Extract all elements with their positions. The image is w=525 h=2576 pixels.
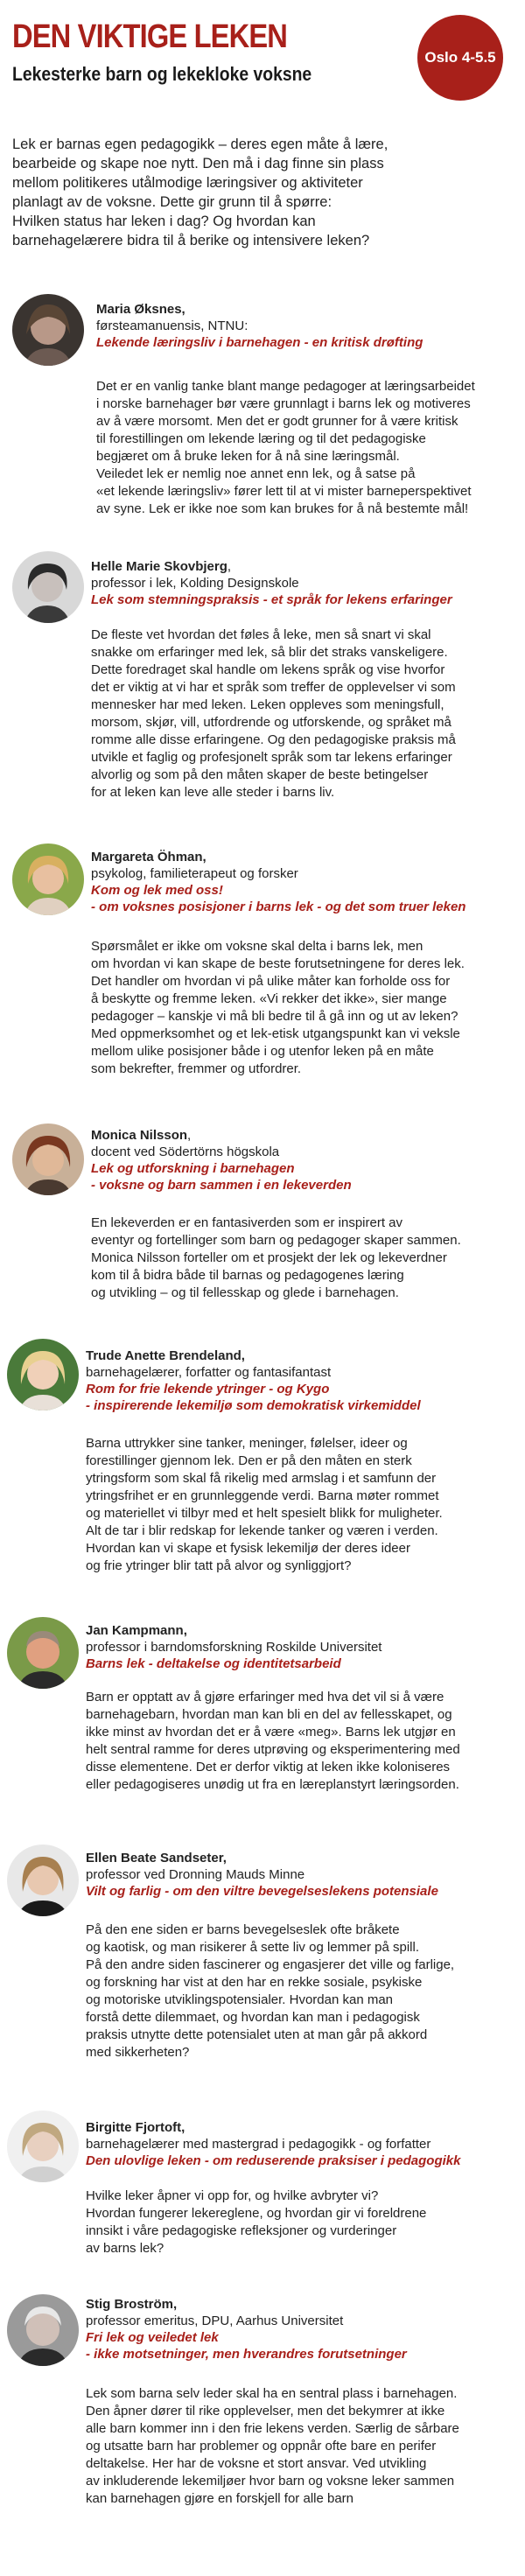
speaker-avatar <box>7 2294 79 2366</box>
talk-title: Lek og utforskning i barnehagen <box>91 1161 295 1176</box>
talk-description <box>91 626 515 802</box>
talk-description <box>96 378 521 518</box>
talk-description <box>86 1435 510 1575</box>
date-badge: Oslo 4-5.5 <box>417 15 503 101</box>
description-line: i norske barnehager bør være grunnlagt i barns lek og motiveres <box>96 396 471 411</box>
description-line: Alt de tar i blir redskap for lekende tanker og væren i verden. <box>86 1523 438 1538</box>
page-subtitle: Lekesterke barn og lekekloke voksne <box>12 63 312 85</box>
description-line: og utsatte barn har problemer og oppnår ofte bare en perifer <box>86 2439 437 2454</box>
description-line: forstå dette dilemmaet, og hvordan kan man i pedagogisk <box>86 2010 420 2025</box>
description-line: eventyr og fortellinger som barn og pedagoger skaper sammen. <box>91 1233 461 1248</box>
speaker-role: psykolog, familieterapeut og forsker <box>91 866 298 881</box>
description-line: Veiledet lek er nemlig noe annet enn lek, og å satse på <box>96 466 416 481</box>
talk-title: Kom og lek med oss! <box>91 883 223 898</box>
speaker-role: professor i lek, Kolding Designskole <box>91 576 299 591</box>
speaker-role: docent ved Södertörns högskola <box>91 1144 280 1159</box>
description-line: «et lekende læringsliv» fører lett til at vi mister barneperspektivet <box>96 484 472 499</box>
speaker-avatar <box>7 1844 79 1916</box>
speaker-name: Ellen Beate Sandseter, <box>86 1851 227 1866</box>
speaker-name: Jan Kampmann, <box>86 1623 187 1638</box>
description-line: ytringsform som skal få rikelig med armslag i et samfunn der <box>86 1471 437 1486</box>
talk-description <box>91 938 515 1078</box>
description-line: På den ene siden er barns bevegelseslek ofte bråkete <box>86 1922 400 1937</box>
description-line: barnehagebarn, hvordan man kan bli en del av fellesskapet, og <box>86 1707 452 1722</box>
description-line: praksis utnytte dette potensialet uten at man går på akkord <box>86 2027 428 2042</box>
speaker-avatar <box>12 844 84 915</box>
description-line: om hvordan vi kan skape de beste forutsetningene for deres lek. <box>91 956 465 971</box>
intro-line: mellom politikeres utålmodige læringsiver og aktiviteter <box>12 175 363 191</box>
description-line: Monica Nilsson forteller om et prosjekt der lek og lekeverdner <box>91 1250 447 1265</box>
speaker-avatar <box>12 294 84 366</box>
description-line: og utvikling – og til fellesskap og glede i barnehagen. <box>91 1285 399 1300</box>
speaker-avatar <box>7 2110 79 2182</box>
description-line: snakke om erfaringer med lek, så blir det straks vanskeligere. <box>91 645 448 660</box>
description-line: med sikkerheten? <box>86 2045 190 2060</box>
description-line: Hvordan fungerer lekereglene, og hvordan gir vi foreldrene <box>86 2206 427 2221</box>
intro-line: Lek er barnas egen pedagogikk – deres egen måte å lære, <box>12 136 388 152</box>
speaker-role: professor ved Dronning Mauds Minne <box>86 1867 305 1882</box>
speaker-role: førsteamanuensis, NTNU: <box>96 318 248 333</box>
talk-title: Lekende læringsliv i barnehagen - en kritisk drøfting <box>96 335 424 350</box>
description-line: og motoriske utviklingspotensialer. Hvordan kan man <box>86 1992 394 2007</box>
talk-title: Lek som stemningspraksis - et språk for lekens erfaringer <box>91 592 452 607</box>
description-line: kan barnehagen gjøre en forskjell for alle barn <box>86 2491 354 2506</box>
description-line: innsikt i våre pedagogiske refleksjoner og vurderinger <box>86 2223 397 2238</box>
speaker-name: Maria Øksnes, <box>96 302 186 317</box>
talk-subtitle: - om voksnes posisjoner i barns lek - og det som truer leken <box>91 900 466 914</box>
description-line: De fleste vet hvordan det føles å leke, men så snart vi skal <box>91 627 431 642</box>
talk-subtitle: - ikke motsetninger, men hverandres forutsetninger <box>86 2347 407 2362</box>
speaker-name-row <box>91 1127 502 1144</box>
speaker-role: barnehagelærer, forfatter og fantasifantast <box>86 1365 332 1380</box>
description-line: begjæret om å bruke leken for å nå sine læringsmål. <box>96 449 400 464</box>
description-line: alvorlig og som på den måten skaper de beste betingelser <box>91 767 429 782</box>
page-header <box>12 19 415 86</box>
description-line: mennesker har med leken. Leken oppleves som meningsfull, <box>91 697 444 712</box>
description-line: som bekrefter, fremmer og utfordrer. <box>91 1061 302 1076</box>
intro-line: Hvilken status har leken i dag? Og hvordan kan <box>12 214 316 229</box>
description-line: pedagoger – kanskje vi må bli bedre til å gå inn og ut av leken? <box>91 1009 458 1024</box>
description-line: forestillinger gjennom lek. Den er på den måten en sterk <box>86 1453 412 1468</box>
description-line: utvikle et faglig og profesjonelt språk som tar lekens erfaringer <box>91 750 452 765</box>
description-line: mellom ulike posisjoner både i og utenfor leken på en måte <box>91 1044 434 1059</box>
speaker-avatar <box>7 1339 79 1410</box>
talk-title: Barns lek - deltakelse og identitetsarbeid <box>86 1656 341 1671</box>
description-line: ytringsfrihet er en grunnleggende verdi. Barna møter rommet <box>86 1488 439 1503</box>
description-line: deltakelse. Her har de voksne et stort ansvar. Ved utvikling <box>86 2456 427 2471</box>
description-line: På den andre siden fascinerer og engasjerer det ville og farlige, <box>86 1957 455 1972</box>
intro-line: planlagt av de voksne. Dette gir grunn til å spørre: <box>12 194 332 210</box>
description-line: Dette foredraget skal handle om lekens språk og vise hvorfor <box>91 662 445 677</box>
speaker-role: professor emeritus, DPU, Aarhus Universitet <box>86 2314 344 2328</box>
description-line: Det handler om hvordan vi på ulike måter kan forholde oss for <box>91 974 451 989</box>
talk-description <box>86 2188 510 2258</box>
speaker-role: barnehagelærer med mastergrad i pedagogikk - og forfatter <box>86 2137 431 2152</box>
description-line: å beskytte og fremme leken. «Vi rekker det ikke», sier mange <box>91 991 447 1006</box>
description-line: Spørsmålet er ikke om voksne skal delta i barns lek, men <box>91 939 424 954</box>
speaker-name: Birgitte Fjortoft, <box>86 2120 186 2135</box>
description-line: Hvordan kan vi skape et fysisk lekemiljø der deres ideer <box>86 1541 410 1556</box>
page-title: DEN VIKTIGE LEKEN <box>12 18 288 55</box>
description-line: Med oppmerksomhet og et lek-etisk utgangspunkt kan vi veksle <box>91 1026 460 1041</box>
description-line: En lekeverden er en fantasiverden som er inspirert av <box>91 1215 403 1230</box>
description-line: av inkluderende lekemiljøer hvor barn og voksne leker sammen <box>86 2474 455 2488</box>
description-line: til forestillingen om lekende læring og til det pedagogiske <box>96 431 426 446</box>
speaker-role: professor i barndomsforskning Roskilde Universitet <box>86 1640 382 1655</box>
description-line: og frie ytringer blir tatt på alvor og synliggjort? <box>86 1558 352 1573</box>
talk-description <box>91 1214 515 1302</box>
description-line: alle barn kommer inn i den frie lekens verden. Særlig de sårbare <box>86 2421 459 2436</box>
description-line: og forskning har vist at den har en rekke sosiale, psykiske <box>86 1975 423 1990</box>
talk-title: Den ulovlige leken - om reduserende praksiser i pedagogikk <box>86 2153 461 2168</box>
description-line: ikke minst av hvordan det er å være «meg». Barns lek utgjør en <box>86 1725 456 1740</box>
speaker-name: Trude Anette Brendeland, <box>86 1348 245 1363</box>
description-line: morsom, skjør, vill, utfordrende og utforskende, og språket må <box>91 715 452 730</box>
description-line: av barns lek? <box>86 2241 164 2256</box>
speaker-name: Monica Nilsson <box>91 1128 188 1143</box>
description-line: Hvilke leker åpner vi opp for, og hvilke avbryter vi? <box>86 2188 379 2203</box>
speaker-avatar <box>12 1124 84 1195</box>
name-separator: , <box>187 1128 192 1143</box>
talk-description <box>86 1922 510 2062</box>
name-separator: , <box>227 559 232 574</box>
talk-title: Fri lek og veiledet lek <box>86 2330 219 2345</box>
talk-subtitle: - voksne og barn sammen i en lekeverden <box>91 1178 352 1193</box>
description-line: for at leken kan leve alle steder i barns liv. <box>91 785 335 800</box>
description-line: eller pedagogiseres unødig ut fra en læreplanstyrt læringsorden. <box>86 1777 459 1792</box>
speaker-name: Stig Broström, <box>86 2297 178 2312</box>
description-line: og kaotisk, og man risikerer å sette liv og lemmer på spill. <box>86 1940 419 1955</box>
intro-line: barnehagelærere bidra til å berike og intensivere leken? <box>12 233 370 248</box>
speaker-name-row <box>91 558 502 575</box>
description-line: kom til å bidra både til barnas og pedagogenes læring <box>91 1268 404 1283</box>
intro-line: bearbeide og skape noe nytt. Den må i dag finne sin plass <box>12 156 384 172</box>
speaker-avatar <box>7 1617 79 1689</box>
speaker-name: Helle Marie Skovbjerg <box>91 559 228 574</box>
description-line: Barn er opptatt av å gjøre erfaringer med hva det vil si å være <box>86 1690 444 1704</box>
talk-description <box>86 1689 510 1794</box>
description-line: romme alle disse erfaringene. Og den pedagogiske praksis må <box>91 732 456 747</box>
description-line: av å være morsomt. Men det er godt grunner for å være kritisk <box>96 414 458 429</box>
speaker-name: Margareta Öhman, <box>91 850 206 864</box>
description-line: Barna uttrykker sine tanker, meninger, følelser, ideer og <box>86 1436 408 1451</box>
talk-description <box>86 2385 510 2508</box>
talk-title: Rom for frie lekende ytringer - og Kygo <box>86 1382 330 1396</box>
talk-title: Vilt og farlig - om den viltre bevegelseslekens potensiale <box>86 1884 438 1899</box>
description-line: og materiellet vi tilbyr med et helt spesielt blikk for muligheter. <box>86 1506 443 1521</box>
speaker-avatar <box>12 551 84 623</box>
description-line: helt sentral ramme for deres utprøving og eksperimentering med <box>86 1742 460 1757</box>
description-line: Den åpner dører til rike opplevelser, men det bekymrer at ikke <box>86 2404 445 2418</box>
intro-text <box>12 135 424 250</box>
description-line: Det er en vanlig tanke blant mange pedagoger at læringsarbeidet <box>96 379 475 394</box>
description-line: disse elementene. Det er derfor viktig at leken ikke koloniseres <box>86 1760 451 1774</box>
description-line: det er viktig at vi har et språk som treffer de opplevelser vi som <box>91 680 456 695</box>
talk-subtitle: - inspirerende lekemiljø som demokratisk virkemiddel <box>86 1398 421 1413</box>
description-line: Lek som barna selv leder skal ha en sentral plass i barnehagen. <box>86 2386 458 2401</box>
description-line: av syne. Lek er ikke noe som kan brukes for å nå bestemte mål! <box>96 501 469 516</box>
